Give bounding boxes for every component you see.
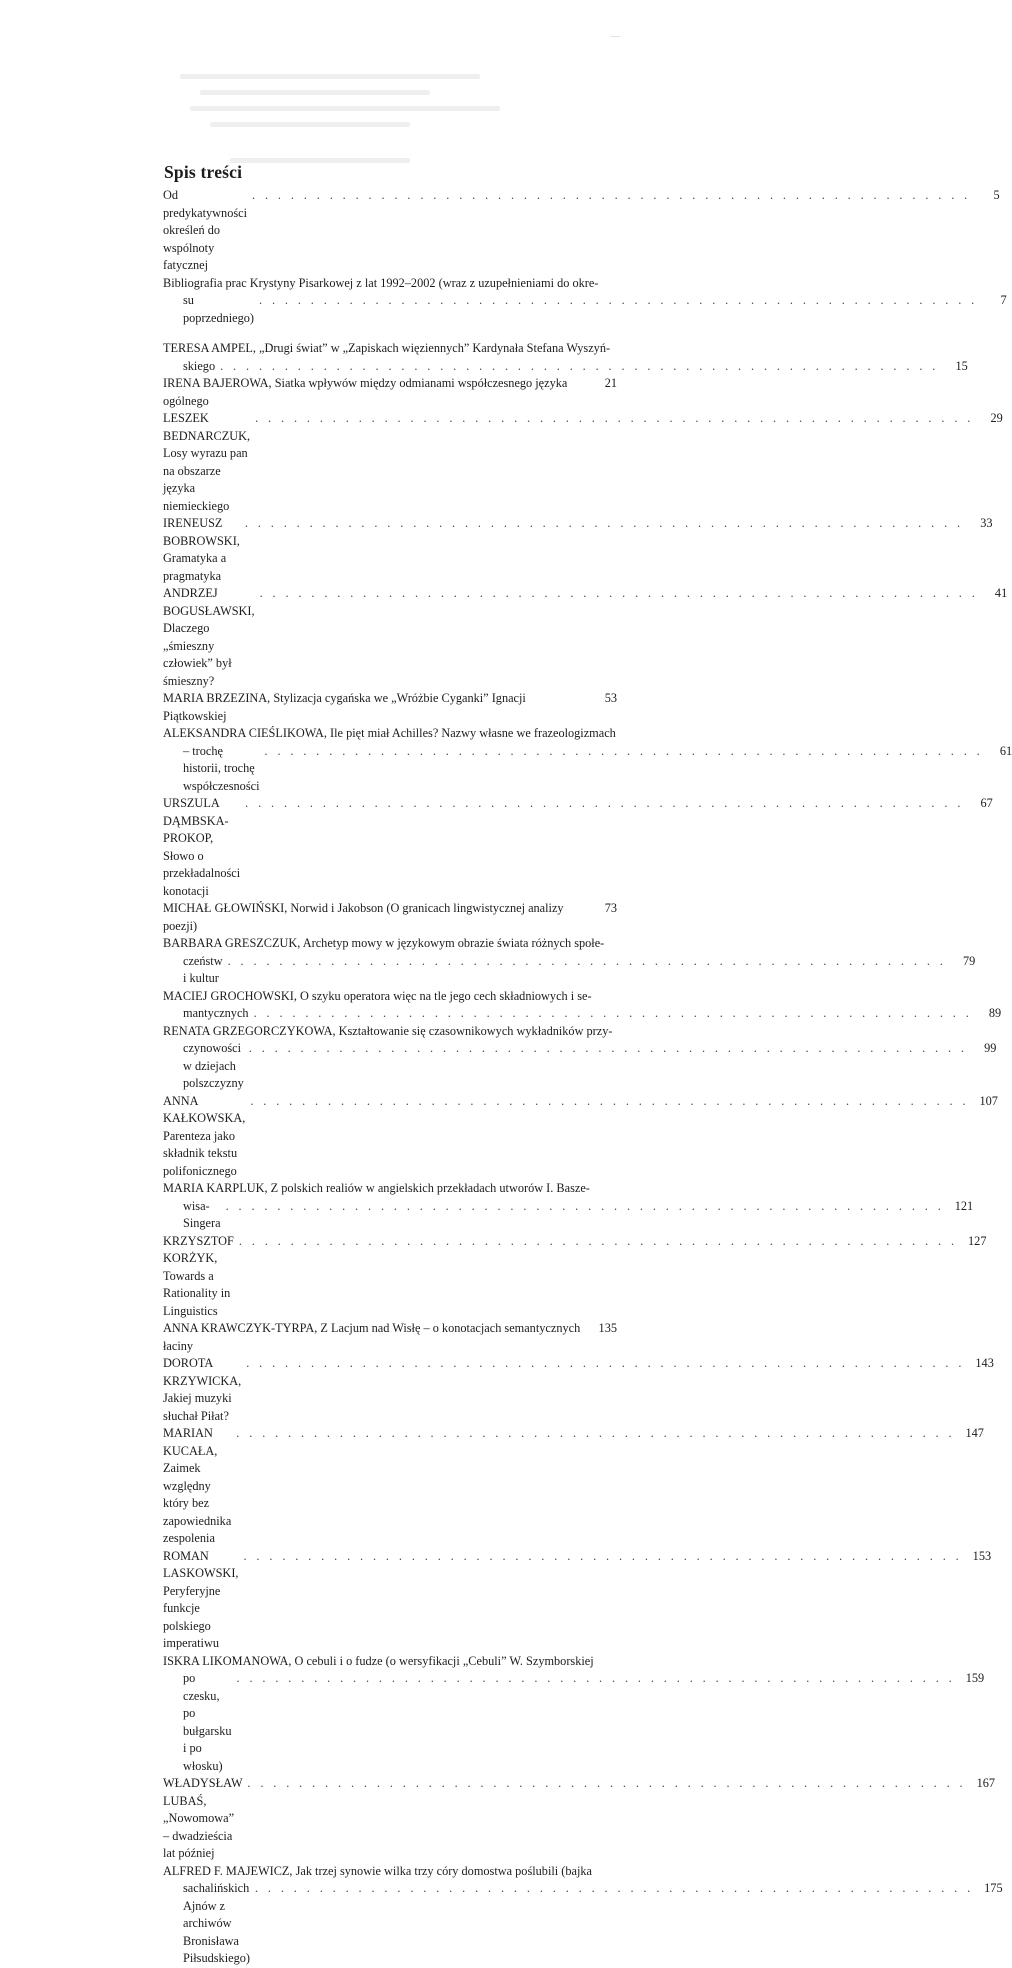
toc-page-number: 61: [999, 743, 1012, 758]
toc-entry-text: KRZYSZTOF KORŻYK, Towards a Rationality in Linguistics: [163, 1233, 234, 1318]
toc-entry-text: LESZEK BEDNARCZUK, Losy wyrazu pan na obszarze języka niemieckiego: [163, 411, 251, 513]
toc-entry-text: IRENA BAJEROWA, Siatka wpływów między odmianami współczesnego języka ogólnego: [163, 376, 568, 408]
toc-page-number: 21: [604, 376, 617, 390]
toc-entry-text: Bibliografia prac Krystyny Pisarkowej z lat 1992–2002 (wraz z uzupełnieniami do okre-: [163, 275, 599, 290]
dot-leader: . . . . . . . . . . . . . . . . . . . . . . . . . . . . . . . . . . . . . . . . . . . . . . . . . . . . . . . .: [255, 411, 974, 425]
dot-leader: . . . . . . . . . . . . . . . . . . . . . . . . . . . . . . . . . . . . . . . . . . . . . . . . . . . . . . . .: [244, 516, 964, 530]
toc-entry: [163, 1548, 992, 1653]
toc-page-number: 67: [980, 796, 993, 810]
toc-page-number: 79: [962, 953, 976, 968]
toc-page-number: 167: [976, 1776, 996, 1790]
toc-page-number: 15: [955, 358, 968, 373]
dot-leader: . . . . . . . . . . . . . . . . . . . . . . . . . . . . . . . . . . . . . . . . . . . . . . . . . . . . . . . .: [259, 586, 979, 600]
toc-page-number: 159: [965, 1671, 985, 1685]
dot-leader: . . . . . . . . . . . . . . . . . . . . . . . . . . . . . . . . . . . . . . . . . . . . . . . . . . . . . . . .: [238, 1233, 958, 1248]
toc-entry: [163, 900, 617, 935]
toc-entry: [163, 1775, 996, 1863]
toc-page-number: 29: [990, 411, 1003, 425]
toc-entry-text: ANNA KRAWCZYK-TYRPA, Z Lacjum nad Wisłę – o konotacjach semantycznych łaciny: [163, 1321, 581, 1353]
toc-entry: [163, 340, 968, 375]
toc-entry-text: ROMAN LASKOWSKI, Peryferyjne funkcje polskiego imperatiwu: [163, 1548, 239, 1650]
toc-page-number: 73: [604, 901, 617, 915]
toc-entry-text: – trochę historii, trochę współczesności: [183, 743, 260, 793]
toc-entry: [163, 375, 617, 410]
toc-entry-text: czeństw i kultur: [183, 953, 223, 985]
toc-entry-text: IRENEUSZ BOBROWSKI, Gramatyka a pragmatyka: [163, 516, 240, 583]
toc-entry-text: czynowości w dziejach polszczyzny: [183, 1041, 244, 1090]
dot-leader: . . . . . . . . . . . . . . . . . . . . . . . . . . . . . . . . . . . . . . . . . . . . . . . . . . . . . . . .: [264, 743, 984, 758]
toc-entry-text: ANDRZEJ BOGUSŁAWSKI, Dlaczego „śmieszny człowiek” był śmieszny?: [163, 586, 255, 688]
toc-page-number: 121: [954, 1198, 974, 1213]
toc-entry: [163, 1863, 1003, 1968]
dot-leader: . . . . . . . . . . . . . . . . . . . . . . . . . . . . . . . . . . . . . . . . . . . . . . . . . . . . . . . .: [248, 1041, 968, 1055]
dot-leader: . . . . . . . . . . . . . . . . . . . . . . . . . . . . . . . . . . . . . . . . . . . . . . . . . . . . . . . .: [245, 796, 964, 810]
toc-entry-text: wisa-Singera: [183, 1198, 221, 1230]
dot-leader: . . . . . . . . . . . . . . . . . . . . . . . . . . . . . . . . . . . . . . . . . . . . . . . . . . . . . . . .: [253, 1006, 973, 1020]
toc-entry-text: ANNA KAŁKOWSKA, Parenteza jako składnik tekstu polifonicznego: [163, 1093, 246, 1178]
dot-leader: . . . . . . . . . . . . . . . . . . . . . . . . . . . . . . . . . . . . . . . . . . . . . . . . . . . . . . . .: [236, 1426, 955, 1440]
toc-entry-text: mantycznych: [183, 1006, 249, 1020]
toc-page-number: 5: [993, 188, 1000, 202]
toc-entry: [163, 275, 1007, 328]
toc-entry: [163, 410, 1003, 515]
toc-entry-text: DOROTA KRZYWICKA, Jakiej muzyki słuchał Piłat?: [163, 1356, 242, 1423]
toc-entry-text: WŁADYSŁAW LUBAŚ, „Nowomowa” – dwadzieścia lat później: [163, 1776, 243, 1860]
toc-page-number: 143: [975, 1356, 994, 1370]
toc-entry-text: TERESA AMPEL, „Drugi świat” w „Zapiskach więziennych” Kardynała Stefana Wyszyń-: [163, 341, 611, 355]
toc-entry: [163, 988, 1002, 1023]
toc-entry: [163, 1653, 985, 1776]
dot-leader: . . . . . . . . . . . . . . . . . . . . . . . . . . . . . . . . . . . . . . . . . . . . . . . . . . . . . . . .: [254, 1881, 974, 1895]
toc-entry-text: BARBARA GRESZCZUK, Archetyp mowy w językowym obrazie świata różnych społe-: [163, 936, 605, 950]
toc-page-number: 33: [980, 516, 993, 530]
toc-page-number: 7: [1000, 293, 1007, 307]
dot-leader: . . . . . . . . . . . . . . . . . . . . . . . . . . . . . . . . . . . . . . . . . . . . . . . . . . . . . . . .: [252, 188, 971, 202]
table-of-contents: [163, 187, 1012, 1968]
toc-page-number: 107: [979, 1093, 998, 1108]
toc-page-number: 53: [604, 691, 617, 705]
toc-page-number: 41: [994, 586, 1008, 600]
toc-entry: [163, 585, 1008, 690]
dot-leader: . . . . . . . . . . . . . . . . . . . . . . . . . . . . . . . . . . . . . . . . . . . . . . . . . . . . . . . .: [259, 293, 978, 307]
toc-entry: [163, 515, 993, 585]
toc-entry-text: MARIA KARPLUK, Z polskich realiów w angielskich przekładach utworów I. Basze-: [163, 1181, 590, 1195]
toc-entry-text: ISKRA LIKOMANOWA, O cebuli i o fudze (o wersyfikacji „Cebuli” W. Szymborskiej: [163, 1653, 594, 1668]
toc-entry: [163, 795, 993, 900]
toc-entry: [163, 187, 1000, 275]
toc-page-number: 127: [968, 1233, 987, 1248]
toc-entry: [163, 1320, 617, 1355]
toc-entry: [163, 690, 617, 725]
toc-entry-text: sachalińskich Ajnów z archiwów Bronisława Piłsudskiego): [183, 1881, 250, 1965]
toc-entry: [163, 1093, 998, 1181]
page-title: Spis treści: [164, 161, 243, 182]
dot-leader: . . . . . . . . . . . . . . . . . . . . . . . . . . . . . . . . . . . . . . . . . . . . . . . . . . . . . . . .: [227, 953, 947, 968]
toc-entry: [163, 1355, 994, 1425]
dot-leader: . . . . . . . . . . . . . . . . . . . . . . . . . . . . . . . . . . . . . . . . . . . . . . . . . . . . . . . .: [243, 1548, 963, 1563]
toc-entry: [163, 1233, 987, 1321]
toc-page-number: 175: [984, 1881, 1003, 1895]
toc-entry: [163, 935, 976, 988]
toc-page-number: 89: [988, 1006, 1002, 1020]
toc-entry-text: su poprzedniego): [183, 293, 255, 325]
toc-entry-text: RENATA GRZEGORCZYKOWA, Kształtowanie się czasownikowych wykładników przy-: [163, 1023, 613, 1038]
dot-leader: . . . . . . . . . . . . . . . . . . . . . . . . . . . . . . . . . . . . . . . . . . . . . . . . . . . . . . . .: [250, 1093, 969, 1108]
toc-page-number: 99: [984, 1041, 997, 1055]
toc-entry-text: ALEKSANDRA CIEŚLIKOWA, Ile pięt miał Achilles? Nazwy własne we frazeologizmach: [163, 726, 616, 740]
dot-leader: . . . . . . . . . . . . . . . . . . . . . . . . . . . . . . . . . . . . . . . . . . . . . . . . . . . . . . . .: [225, 1198, 945, 1213]
toc-entry: [163, 1180, 974, 1233]
toc-entry-text: URSZULA DĄMBSKA-PROKOP, Słowo o przekładalności konotacji: [163, 796, 241, 898]
dot-leader: . . . . . . . . . . . . . . . . . . . . . . . . . . . . . . . . . . . . . . . . . . . . . . . . . . . . . . . .: [246, 1356, 965, 1370]
toc-entry-text: MICHAŁ GŁOWIŃSKI, Norwid i Jakobson (O granicach lingwistycznej analizy poezji): [163, 901, 564, 933]
toc-entry: [163, 1023, 997, 1093]
toc-entry-text: skiego: [183, 358, 216, 373]
toc-entry: [163, 725, 1012, 795]
toc-page-number: 153: [972, 1548, 992, 1563]
toc-entry-text: MARIA BRZEZINA, Stylizacja cygańska we „Wróżbie Cyganki” Ignacji Piątkowskiej: [163, 691, 526, 723]
dot-leader: . . . . . . . . . . . . . . . . . . . . . . . . . . . . . . . . . . . . . . . . . . . . . . . . . . . . . . . .: [220, 358, 939, 373]
dot-leader: . . . . . . . . . . . . . . . . . . . . . . . . . . . . . . . . . . . . . . . . . . . . . . . . . . . . . . . .: [236, 1671, 956, 1685]
toc-page-number: 147: [965, 1426, 984, 1440]
toc-entry-text: Od predykatywności określeń do wspólnoty fatycznej: [163, 188, 248, 272]
toc-entry: [163, 1425, 984, 1548]
dot-leader: . . . . . . . . . . . . . . . . . . . . . . . . . . . . . . . . . . . . . . . . . . . . . . . . . . . . . . . .: [247, 1776, 967, 1790]
toc-entry-text: po czesku, po bułgarsku i po włosku): [183, 1671, 232, 1773]
toc-page-number: 135: [598, 1321, 617, 1335]
toc-entry-text: ALFRED F. MAJEWICZ, Jak trzej synowie wilka trzy córy domostwa poślubili (bajka: [163, 1863, 592, 1878]
toc-entry-text: MARIAN KUCAŁA, Zaimek względny który bez zapowiednika zespolenia: [163, 1426, 232, 1545]
toc-entry-text: MACIEJ GROCHOWSKI, O szyku operatora więc na tle jego cech składniowych i se-: [163, 988, 592, 1003]
